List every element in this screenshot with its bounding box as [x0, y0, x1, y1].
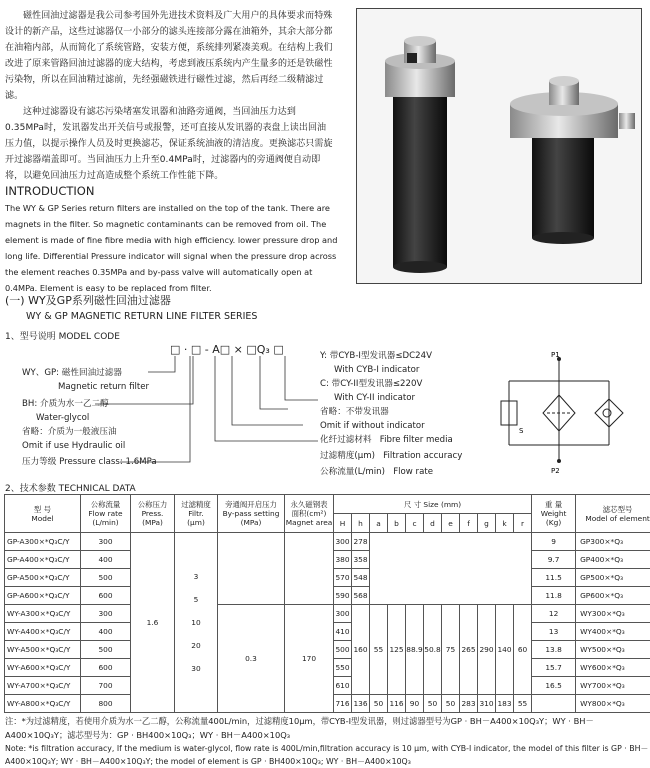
size-col-c: c [406, 514, 424, 533]
cell-h: 136 [352, 695, 370, 713]
label-series [22, 366, 149, 394]
intro-english: The WY & GP Series return filters are installed on the top of the tank. There are magnets in the filter. So magnetic contaminants can be removed from oil. The element is made of fine fibre media with high efficiency. lower pressure drop and long life. Differential Pressure indicator will signal when the pressure drop across the element reaches 0.35MPa and by-pass valve will automatically open at 0.4MPa. Element is easy to be replaced from filter. [5, 203, 338, 293]
label-bh-en: Water-glycol [36, 413, 90, 423]
label-c-cn: C: 带CY-II型发讯器≤220V [320, 379, 423, 389]
label-indicator [320, 349, 432, 433]
cell-weight: 16.5 [532, 677, 576, 695]
table-row [5, 605, 650, 623]
cell-model: GP-A300×*Q₃C/Y [5, 533, 81, 551]
cell-H: 570 [334, 569, 352, 587]
intro-heading: INTRODUCTION [5, 184, 95, 198]
cell-flow: 400 [81, 623, 131, 641]
cell-flow: 400 [81, 551, 131, 569]
cell-dim: 55 [514, 695, 532, 713]
note-chinese: 注：*为过滤精度，若使用介质为水一乙二醇，公称流量400L/min，过滤精度10μm，带CYB-I型发讯器，则过滤器型号为GP · BH－A400×10Q₃Y；WY · BH－A400×10Q₃Y；滤芯型号为：GP · BH400×10Q₃；WY · BH－A400×10Q₃ [5, 716, 594, 740]
label-omit-en: Omit if use Hydraulic oil [22, 441, 126, 451]
col-model: 型 号 Model [5, 495, 81, 533]
cell-dim: 283 [460, 695, 478, 713]
cell-dim: 290 [478, 605, 496, 695]
size-col-b: b [388, 514, 406, 533]
label-media [320, 433, 453, 447]
cell-weight: 15.7 [532, 659, 576, 677]
cell-model: GP-A400×*Q₃C/Y [5, 551, 81, 569]
intro-paragraph-2: 这种过滤器设有滤芯污染堵塞发讯器和油路旁通阀，当回油压力达到0.35MPa时，发讯器发出开关信号或报警，还可直接从发讯器的表盘上读出回油压力值，以提示操作人员及时更换滤芯，保证系统油液的清洁度。更换滤芯只需旋开过滤器端盖即可。当回油压力上升至0.4MPa时，过滤器内的旁通阀便自动即将，以避免回油压力过高造成整个系统工作性能下降。 [5, 107, 333, 181]
cell-element: WY400×*Q₃ [576, 623, 650, 641]
cell-dim: 50.8 [424, 605, 442, 695]
cell-flow: 600 [81, 587, 131, 605]
cell-flow: 800 [81, 695, 131, 713]
label-none-cn: 省略：不带发讯器 [320, 407, 389, 417]
cell-model: WY-A700×*Q₃C/Y [5, 677, 81, 695]
label-c-en: With CY-II indicator [334, 393, 416, 403]
cell-dim: 116 [388, 695, 406, 713]
cell-dim: 310 [478, 695, 496, 713]
cell-element: WY800×*Q₃ [576, 695, 650, 713]
cell-press: 1.6 [131, 533, 175, 713]
cell-element: WY500×*Q₃ [576, 641, 650, 659]
cell-dim: 75 [442, 605, 460, 695]
cell-model: WY-A800×*Q₃C/Y [5, 695, 81, 713]
cell-element: GP600×*Q₃ [576, 587, 650, 605]
cell-bypass: 0.3 [218, 605, 285, 713]
cell-dim: 265 [460, 605, 478, 695]
cell-element: WY700×*Q₃ [576, 677, 650, 695]
size-col-a: a [370, 514, 388, 533]
cell-dims-blank [370, 533, 532, 605]
cell-dim: 60 [514, 605, 532, 695]
col-weight: 重 量 Weight (Kg) [532, 495, 576, 533]
model-code-pattern: □ · □ - A□ × □Q₃ □ [170, 343, 284, 356]
cell-dim: 160 [352, 605, 370, 695]
cell-weight: 11.5 [532, 569, 576, 587]
cell-h: 548 [352, 569, 370, 587]
technical-data-body [5, 533, 650, 713]
cell-model: GP-A600×*Q₃C/Y [5, 587, 81, 605]
cell-h: 358 [352, 551, 370, 569]
table-row [5, 533, 650, 551]
intro-paragraph-1: 磁性回油过滤器是我公司参考国外先进技术资料及广大用户的具体要求而特殊设计的新产品，这些过滤器仅一小部分的滤头连接部分露在油箱外，其余大部分都在油箱内部，从而简化了系统管路，安装方便，系统排列紧凑美观。在结构上我们改进了原来管路回油过滤器的庞大结构，考虑到液压系统内产生量多的还是铁磁性污染物，所以在回油精过滤前，先经强磁铁进行磁性过滤，然后再经二级精滤过滤。 [5, 11, 333, 101]
cell-model: GP-A500×*Q₃C/Y [5, 569, 81, 587]
cell-model: WY-A600×*Q₃C/Y [5, 659, 81, 677]
size-col-k: k [496, 514, 514, 533]
label-omit-cn: 省略：介质为一般液压油 [22, 427, 117, 437]
cell-dim: 50 [442, 695, 460, 713]
cell-H: 610 [334, 677, 352, 695]
cell-model: WY-A500×*Q₃C/Y [5, 641, 81, 659]
cell-H: 590 [334, 587, 352, 605]
size-col-H: H [334, 514, 352, 533]
col-bypass: 旁通阀开启压力 By-pass setting (MPa) [218, 495, 285, 533]
cell-weight: 12 [532, 605, 576, 623]
size-col-f: f [460, 514, 478, 533]
cell-flow: 300 [81, 533, 131, 551]
label-acc-en: Filtration accuracy [383, 451, 463, 461]
cell-weight [532, 695, 576, 713]
cell-dim: 125 [388, 605, 406, 695]
size-col-g: g [478, 514, 496, 533]
label-pressure: 压力等级 Pressure class: 1.6MPa [22, 457, 157, 467]
cell-dim: 140 [496, 605, 514, 695]
label-accuracy [320, 449, 462, 463]
label-media-en: Fibre filter media [379, 435, 453, 445]
cell-dim: 50 [370, 695, 388, 713]
product-photo [356, 8, 642, 284]
col-magnet: 永久磁钢表 面积(cm²) Magnet area [285, 495, 334, 533]
cell-element: WY300×*Q₃ [576, 605, 650, 623]
cell-H: 300 [334, 605, 352, 623]
label-bh-cn: BH: 介质为水一乙二醇 [22, 399, 109, 409]
cell-weight: 9.7 [532, 551, 576, 569]
cell-dim: 183 [496, 695, 514, 713]
cell-flow: 700 [81, 677, 131, 695]
cell-H: 300 [334, 533, 352, 551]
cell-filtr: 3 5 10 20 30 [175, 533, 218, 713]
label-none-en: Omit if without indicator [320, 421, 425, 431]
label-acc-cn: 过滤精度(μm) [320, 451, 375, 461]
cell-H: 500 [334, 641, 352, 659]
col-size: 尺 寸 Size (mm) [334, 495, 532, 514]
size-col-r: r [514, 514, 532, 533]
cell-H: 410 [334, 623, 352, 641]
filter-photo-illustration [357, 9, 641, 283]
cell-dim: 55 [370, 605, 388, 695]
note-english: Note: *is filtration accuracy, If the medium is water-glycol, flow rate is 400L/min,filtration accuracy is 10 μm, with CYB-I indicator, the model of this filter is GP · BH－A400×10Q₃Y; WY · BH－A400×10Q₃Y; the model of element is GP · BH400×10Q₃; WY · BH－A400×10Q₃ [5, 744, 649, 766]
label-flow-en: Flow rate [393, 467, 433, 477]
label-series-en: Magnetic return filter [58, 382, 150, 392]
section2-title: 2、技术参数 TECHNICAL DATA [5, 484, 136, 494]
intro-chinese [5, 8, 335, 184]
model-code-heading: 1、型号说明 MODEL CODE [5, 332, 120, 342]
cell-bypass-blank [218, 533, 285, 605]
section1-subtitle: WY & GP MAGNETIC RETURN LINE FILTER SERIES [26, 311, 258, 322]
cell-weight: 13 [532, 623, 576, 641]
cell-model: WY-A400×*Q₃C/Y [5, 623, 81, 641]
cell-flow: 600 [81, 659, 131, 677]
cell-H: 716 [334, 695, 352, 713]
cell-element: WY600×*Q₃ [576, 659, 650, 677]
cell-weight: 11.8 [532, 587, 576, 605]
label-media-cn: 化纤过滤材料 [320, 435, 372, 445]
section1-title: (一) WY及GP系列磁性回油过滤器 [5, 294, 171, 307]
cell-flow: 500 [81, 641, 131, 659]
cell-element: GP500×*Q₃ [576, 569, 650, 587]
cell-weight: 13.8 [532, 641, 576, 659]
cell-flow: 300 [81, 605, 131, 623]
label-flow-cn: 公称流量(L/min) [320, 467, 385, 477]
cell-weight: 9 [532, 533, 576, 551]
cell-model: WY-A300×*Q₃C/Y [5, 605, 81, 623]
cell-magnet-blank [285, 533, 334, 605]
symbol-s: S [519, 427, 524, 435]
col-press: 公称压力 Press. (MPa) [131, 495, 175, 533]
size-col-e: e [442, 514, 460, 533]
cell-h: 568 [352, 587, 370, 605]
size-col-d: d [424, 514, 442, 533]
label-flow [320, 465, 433, 479]
cell-dim: 90 [406, 695, 424, 713]
col-element: 滤芯型号 Model of element [576, 495, 650, 533]
cell-element: GP400×*Q₃ [576, 551, 650, 569]
cell-h: 278 [352, 533, 370, 551]
col-filtr: 过滤精度 Filtr. (μm) [175, 495, 218, 533]
cell-dim: 50 [424, 695, 442, 713]
cell-H: 550 [334, 659, 352, 677]
label-series-cn: WY、GP: 磁性回油过滤器 [22, 368, 122, 378]
hydraulic-symbol-diagram [479, 349, 639, 477]
label-y-cn: Y: 带CYB-I型发讯器≤DC24V [320, 351, 432, 361]
cell-magnet: 170 [285, 605, 334, 713]
size-col-h: h [352, 514, 370, 533]
cell-element: GP300×*Q₃ [576, 533, 650, 551]
cell-H: 380 [334, 551, 352, 569]
label-medium [22, 397, 125, 453]
technical-data-table [4, 494, 650, 713]
cell-flow: 500 [81, 569, 131, 587]
label-y-en: With CYB-I indicator [334, 365, 420, 375]
symbol-p2: P2 [551, 467, 560, 475]
cell-dim: 88.9 [406, 605, 424, 695]
symbol-p1: P1 [551, 351, 560, 359]
col-flow: 公称流量 Flow rate (L/min) [81, 495, 131, 533]
